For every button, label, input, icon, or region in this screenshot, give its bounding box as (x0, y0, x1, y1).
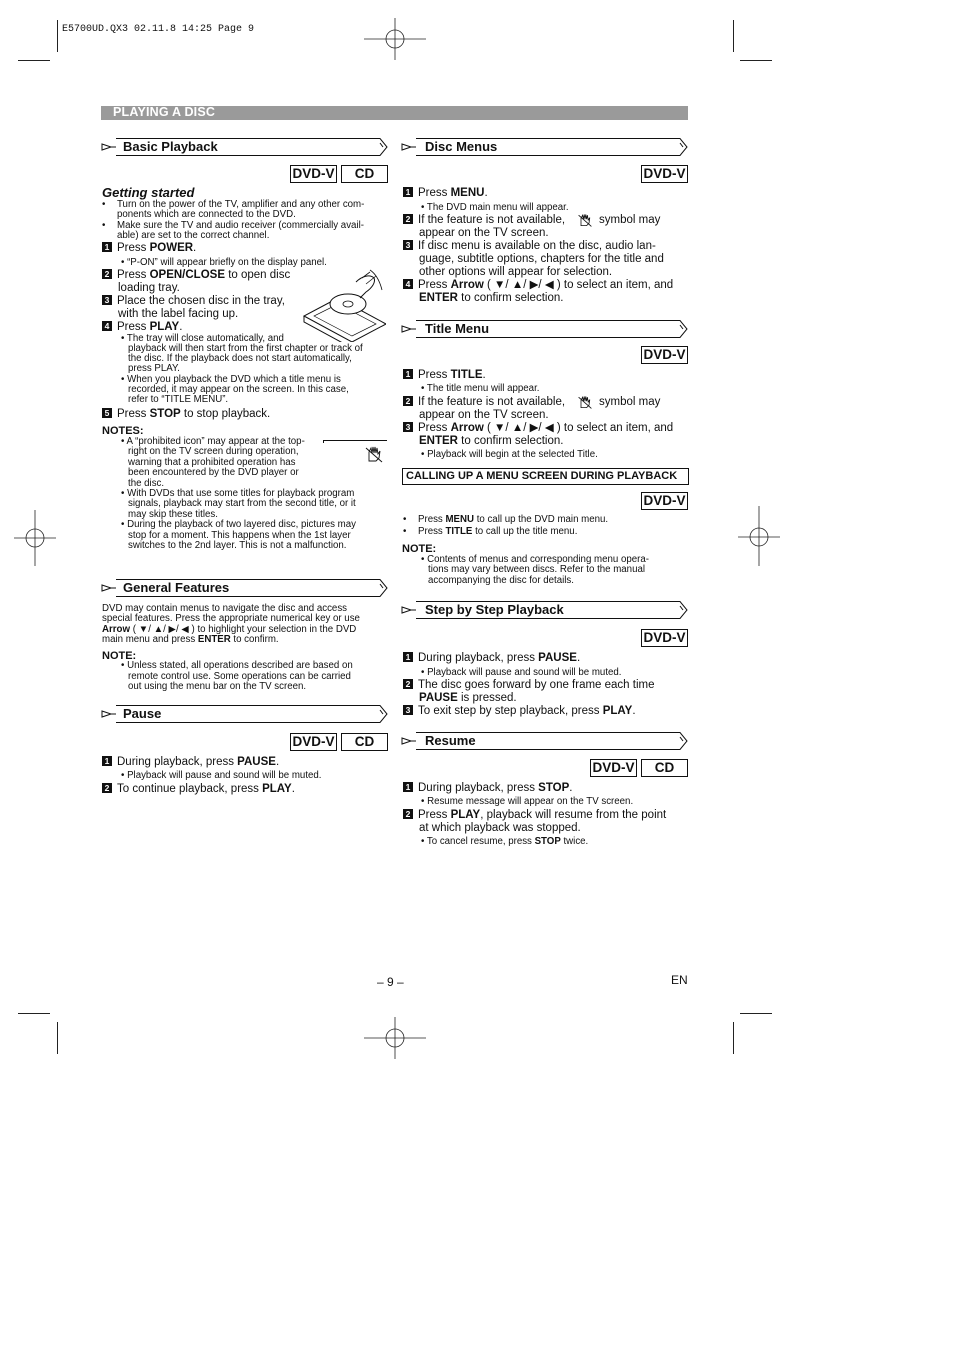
dvd-v-badge: DVD-V (590, 759, 637, 777)
registration-mark-icon (738, 506, 780, 566)
step-3: 3 To exit step by step playback, press PLAY. (403, 705, 636, 718)
dvd-v-badge: DVD-V (641, 346, 688, 364)
step-1: 1 During playback, press PAUSE. (403, 652, 580, 665)
section-bar (101, 106, 688, 120)
step-2: 2 If the feature is not available, (403, 396, 565, 409)
prohibited-hand-icon (364, 444, 384, 464)
resume-heading (401, 732, 688, 750)
step-3: 3 Place the chosen disc in the tray, (102, 295, 285, 308)
dvd-v-badge: DVD-V (641, 165, 688, 183)
cd-badge: CD (641, 759, 688, 777)
dvd-v-badge: DVD-V (641, 629, 688, 647)
step-by-step-heading (401, 601, 688, 619)
dvd-v-badge: DVD-V (290, 733, 337, 751)
file-header: E5700UD.QX3 02.11.8 14:25 Page 9 (62, 24, 255, 35)
dvd-v-badge: DVD-V (290, 165, 337, 183)
bullet-line: able) are set to the correct channel. (117, 230, 270, 241)
step-1: 1 During playback, press PAUSE. (102, 756, 279, 769)
registration-mark-icon (14, 510, 56, 566)
step-note: • “P-ON” will appear briefly on the display panel. (121, 257, 327, 268)
bullet-line: Make sure the TV and audio receiver (commercially avail- (117, 220, 364, 231)
step-1: 1 Press POWER. (102, 242, 196, 255)
getting-started-title: Getting started (102, 185, 195, 200)
bullet-line: ponents which are connected to the DVD. (117, 209, 296, 220)
cd-badge: CD (341, 733, 388, 751)
basic-playback-heading (101, 138, 388, 156)
disc-menus-title: Disc Menus (425, 139, 498, 154)
bullet-line: Turn on the power of the TV, amplifier and any other com- (117, 199, 365, 210)
dvd-v-badge: DVD-V (641, 492, 688, 510)
note-label: NOTE: (102, 650, 137, 662)
step-1: 1 Press MENU. (403, 187, 488, 200)
title-menu-heading (401, 320, 688, 338)
basic-playback-title: Basic Playback (123, 139, 218, 154)
pause-heading (101, 705, 388, 723)
step-2: 2 Press OPEN/CLOSE to open disc (102, 269, 290, 282)
notes-label: NOTES: (102, 425, 144, 437)
language-label: EN (671, 973, 688, 987)
step-3: 3 Press Arrow ( ▼/ ▲/ ▶/ ◀ ) to select an item, and (403, 422, 673, 435)
step-by-step-title: Step by Step Playback (425, 602, 564, 617)
calling-up-heading: CALLING UP A MENU SCREEN DURING PLAYBACK (402, 468, 689, 485)
step-5: 5 Press STOP to stop playback. (102, 408, 270, 421)
step-4: 4 Press Arrow ( ▼/ ▲/ ▶/ ◀ ) to select an item, and (403, 279, 673, 292)
step-2: 2 Press PLAY, playback will resume from the point (403, 809, 666, 822)
prohibited-hand-icon (577, 394, 593, 410)
disc-tray-icon (300, 268, 386, 342)
step-2: 2 If the feature is not available, (403, 214, 565, 227)
pause-title: Pause (123, 706, 162, 721)
title-menu-title: Title Menu (425, 321, 490, 336)
step-1: 1 Press TITLE. (403, 369, 486, 382)
step-2: 2 The disc goes forward by one frame each time (403, 679, 655, 692)
general-features-heading (101, 579, 388, 597)
step-4: 4 Press PLAY. (102, 321, 182, 334)
section-bar-title: PLAYING A DISC (113, 105, 216, 119)
step-3: 3 If disc menu is available on the disc, audio lan- (403, 240, 656, 253)
page-number: – 9 – (377, 975, 404, 989)
step-1: 1 During playback, press STOP. (403, 782, 572, 795)
general-features-title: General Features (123, 580, 230, 595)
prohibited-hand-icon (577, 212, 593, 228)
registration-mark-icon (364, 1017, 426, 1059)
note-label: NOTE: (402, 543, 437, 555)
registration-mark-icon (364, 18, 426, 60)
resume-title: Resume (425, 733, 476, 748)
cd-badge: CD (341, 165, 388, 183)
step-2: 2 To continue playback, press PLAY. (102, 783, 295, 796)
disc-menus-heading (401, 138, 688, 156)
